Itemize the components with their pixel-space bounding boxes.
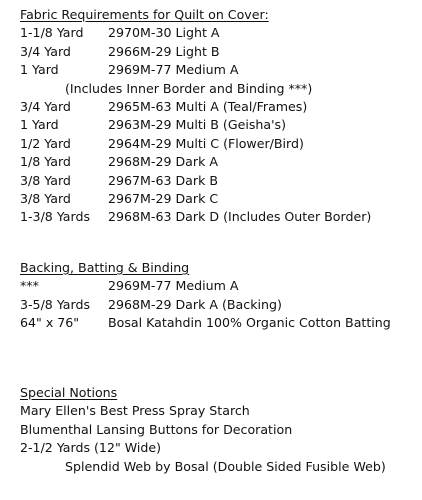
fabric-item: 2969M-77 Medium A xyxy=(108,62,239,78)
fabric-item: 2963M-29 Multi B (Geisha's) xyxy=(108,117,287,133)
fabric-row xyxy=(20,153,415,171)
fabric-row xyxy=(20,208,415,226)
notion-line: 2-1/2 Yards (12" Wide) xyxy=(20,440,162,456)
backing-quantity: *** xyxy=(20,278,39,294)
fabric-row xyxy=(20,43,415,61)
fabric-item: 2968M-29 Dark A xyxy=(108,154,218,170)
fabric-item: 2968M-63 Dark D (Includes Outer Border) xyxy=(108,209,372,225)
fabric-note-row xyxy=(20,80,415,98)
backing-heading: Backing, Batting & Binding xyxy=(20,260,190,275)
fabric-quantity: 1-3/8 Yards xyxy=(20,209,91,225)
special-notions-heading: Special Notions xyxy=(20,385,118,400)
backing-row xyxy=(20,296,415,314)
fabric-quantity: 3/4 Yard xyxy=(20,43,71,59)
fabric-quantity: 1 Yard xyxy=(20,62,59,78)
fabric-row xyxy=(20,24,415,42)
fabric-row xyxy=(20,98,415,116)
fabric-quantity: 1/8 Yard xyxy=(20,154,71,170)
backing-item: 2969M-77 Medium A xyxy=(108,278,239,294)
notion-indented-line: Splendid Web by Bosal (Double Sided Fusible Web) xyxy=(65,458,386,474)
backing-row xyxy=(20,277,415,295)
backing-quantity: 3-5/8 Yards xyxy=(20,296,91,312)
fabric-note: (Includes Inner Border and Binding ***) xyxy=(65,80,313,96)
notion-line: Blumenthal Lansing Buttons for Decoration xyxy=(20,421,293,437)
fabric-row xyxy=(20,116,415,134)
fabric-row xyxy=(20,172,415,190)
backing-quantity: 64" x 76" xyxy=(20,315,80,331)
fabric-requirements-heading: Fabric Requirements for Quilt on Cover: xyxy=(20,7,269,22)
fabric-row xyxy=(20,135,415,153)
fabric-item: 2965M-63 Multi A (Teal/Frames) xyxy=(108,98,308,114)
fabric-quantity: 1-1/8 Yard xyxy=(20,25,84,41)
fabric-quantity: 3/8 Yard xyxy=(20,172,71,188)
fabric-quantity: 3/8 Yard xyxy=(20,190,71,206)
notion-line: Mary Ellen's Best Press Spray Starch xyxy=(20,403,250,419)
fabric-item: 2970M-30 Light A xyxy=(108,25,220,41)
backing-batting-binding-section xyxy=(20,259,415,333)
backing-item: Bosal Katahdin 100% Organic Cotton Batting xyxy=(108,315,391,331)
backing-item: 2968M-29 Dark A (Backing) xyxy=(108,296,282,312)
backing-row xyxy=(20,314,415,332)
fabric-requirements-section xyxy=(20,6,415,227)
special-notions-section xyxy=(20,384,415,476)
fabric-item: 2966M-29 Light B xyxy=(108,43,220,59)
fabric-quantity: 1 Yard xyxy=(20,117,59,133)
fabric-item: 2967M-29 Dark C xyxy=(108,190,219,206)
fabric-row xyxy=(20,190,415,208)
fabric-row xyxy=(20,61,415,79)
fabric-quantity: 1/2 Yard xyxy=(20,135,71,151)
fabric-item: 2967M-63 Dark B xyxy=(108,172,219,188)
fabric-item: 2964M-29 Multi C (Flower/Bird) xyxy=(108,135,304,151)
fabric-quantity: 3/4 Yard xyxy=(20,98,71,114)
